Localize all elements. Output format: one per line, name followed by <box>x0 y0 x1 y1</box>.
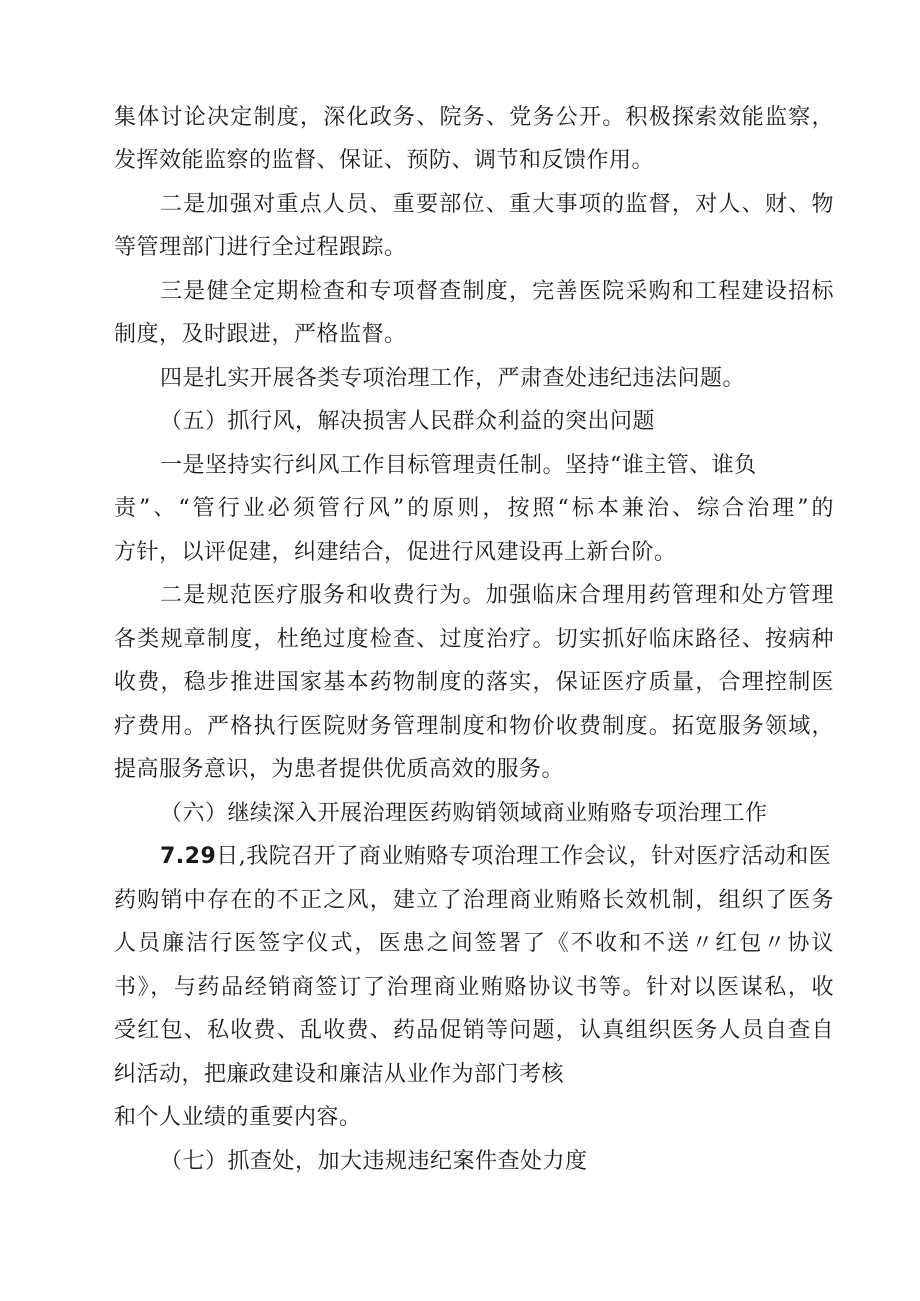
paragraph-line: 二是规范医疗服务和收费行为。加强临床合理用药管理和处方管理 <box>160 583 834 608</box>
paragraph-line: 受红包、私收费、乱收费、药品促销等问题，认真组织医务人员自查自 <box>114 1018 834 1043</box>
paragraph-line: 责”、“管行业必须管行风”的原则，按照“标本兼治、综合治理”的 <box>114 496 834 521</box>
paragraph-line: 提高服务意识，为患者提供优质高效的服务。 <box>114 757 565 782</box>
paragraph-line: 一是坚持实行纠风工作目标管理责任制。坚持“谁主管、谁负 <box>160 453 757 478</box>
paragraph-line: 发挥效能监察的监督、保证、预防、调节和反馈作用。 <box>114 148 655 173</box>
paragraph-line: 纠活动，把廉政建设和廉洁从业作为部门考核 <box>114 1062 565 1087</box>
paragraph-line: 制度，及时跟进，严格监督。 <box>114 322 407 347</box>
paragraph-line: 人员廉洁行医签字仪式，医患之间签署了《不收和不送〃红包〃协议 <box>114 931 834 956</box>
paragraph-line: 和个人业绩的重要内容。 <box>114 1105 362 1130</box>
paragraph-line: 集体讨论决定制度，深化政务、院务、党务公开。积极探索效能监察， <box>114 105 834 130</box>
section-heading-6: （六）继续深入开展治理医药购销领域商业贿赂专项治理工作 <box>160 801 768 826</box>
paragraph-line: 三是健全定期检查和专项督查制度，完善医院采购和工程建设招标 <box>160 279 834 304</box>
section-heading-5: （五）抓行风，解决损害人民群众利益的突出问题 <box>160 409 656 434</box>
paragraph-line: 等管理部门进行全过程跟踪。 <box>114 235 407 260</box>
meeting-date: 7.29 <box>160 844 217 869</box>
paragraph-line: 四是扎实开展各类专项治理工作，严肃查处违纪违法问题。 <box>160 366 746 391</box>
paragraph-line-text: 日,我院召开了商业贿赂专项治理工作会议，针对医疗活动和医 <box>216 844 832 869</box>
section-heading-7: （七）抓查处，加大违规违纪案件查处力度 <box>160 1149 588 1174</box>
paragraph-line: 书》，与药品经销商签订了治理商业贿赂协议书等。针对以医谋私，收 <box>114 975 834 1000</box>
paragraph-line <box>160 842 834 872</box>
paragraph-line: 疗费用。严格执行医院财务管理制度和物价收费制度。拓宽服务领域， <box>114 714 834 739</box>
paragraph-line: 方针，以评促建，纠建结合，促进行风建设再上新台阶。 <box>114 540 677 565</box>
paragraph-line: 收费，稳步推进国家基本药物制度的落实，保证医疗质量，合理控制医 <box>114 670 834 695</box>
paragraph-line: 二是加强对重点人员、重要部位、重大事项的监督，对人、财、物 <box>160 192 834 217</box>
paragraph-line: 各类规章制度，杜绝过度检查、过度治疗。切实抓好临床路径、按病种 <box>114 627 834 652</box>
paragraph-line: 药购销中存在的不正之风，建立了治理商业贿赂长效机制，组织了医务 <box>114 888 834 913</box>
